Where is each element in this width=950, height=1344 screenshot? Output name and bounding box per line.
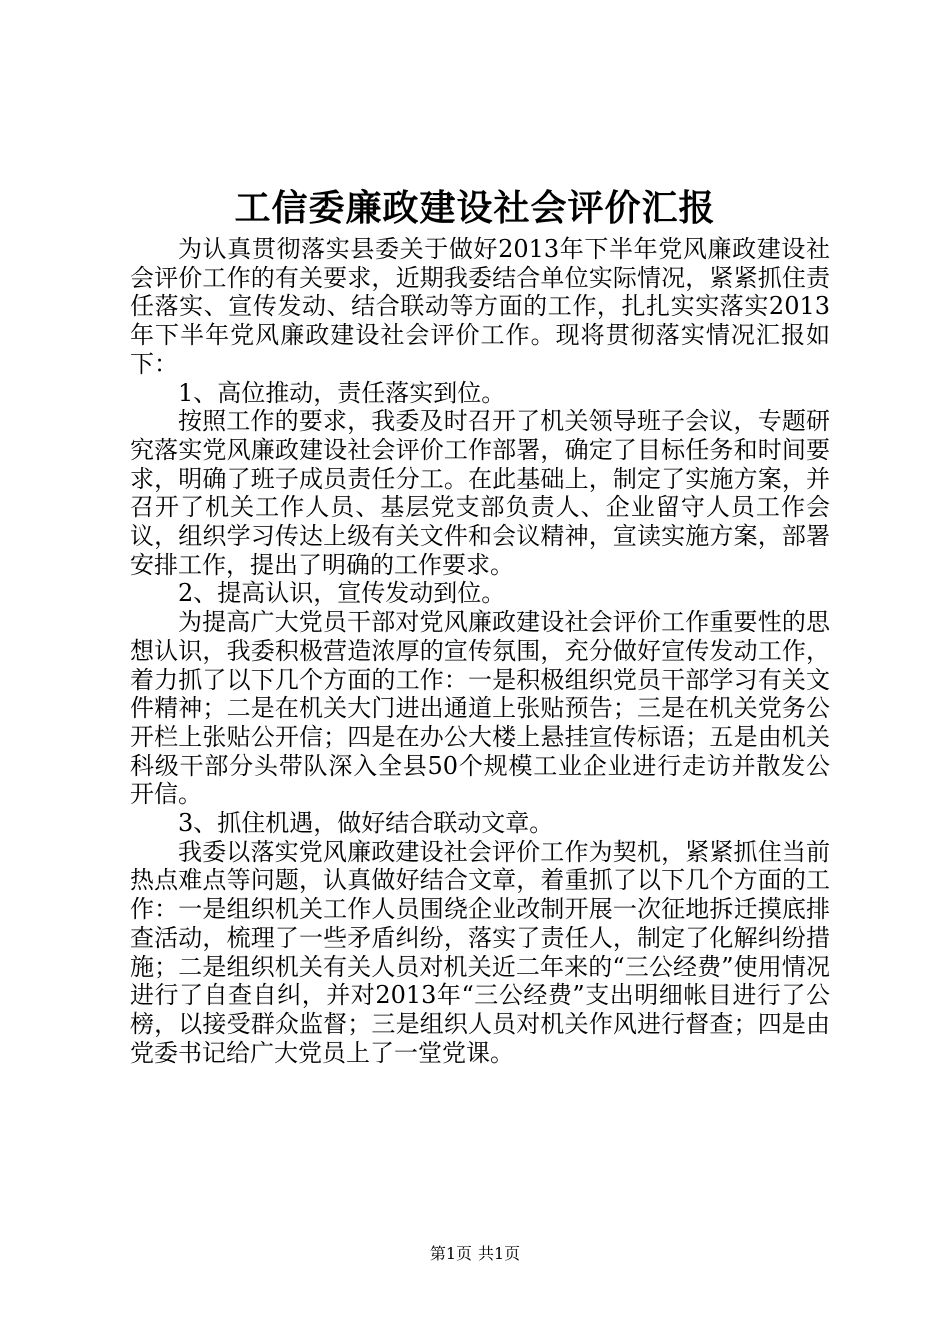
section-heading-2: 2、提高认识，宣传发动到位。	[178, 579, 506, 608]
document-body	[130, 235, 830, 1067]
page-number: 第1页	[429, 1244, 472, 1263]
section-paragraph-1: 按照工作的要求，我委及时召开了机关领导班子会议，专题研究落实党风廉政建设社会评价工作部署，确定了目标任务和时间要求，明确了班子成员责任分工。在此基础上，制定了实施方案，并召开了机关工作人员、基层党支部负责人、企业留守人员工作会议，组织学习传达上级有关文件和会议精神，宣读实施方案，部署安排工作，提出了明确的工作要求。	[130, 407, 830, 579]
section-paragraph-3: 我委以落实党风廉政建设社会评价工作为契机，紧紧抓住当前热点难点等问题，认真做好结合文章，着重抓了以下几个方面的工作：一是组织机关工作人员围绕企业改制开展一次征地拆迁摸底排查活动，梳理了一些矛盾纠纷，落实了责任人，制定了化解纠纷措施；二是组织机关有关人员对机关近二年来的“三公经费”使用情况进行了自查自纠，并对2013年“三公经费”支出明细帐目进行了公榜，以接受群众监督；三是组织人员对机关作风进行督查；四是由党委书记给广大党员上了一堂党课。	[130, 837, 830, 1067]
section-heading-3: 3、抓住机遇，做好结合联动文章。	[178, 809, 554, 838]
section-paragraph-2: 为提高广大党员干部对党风廉政建设社会评价工作重要性的思想认识，我委积极营造浓厚的宣传氛围，充分做好宣传发动工作，着力抓了以下几个方面的工作：一是积极组织党员干部学习有关文件精神；二是在机关大门进出通道上张贴预告；三是在机关党务公开栏上张贴公开信；四是在办公大楼上悬挂宣传标语；五是由机关科级干部分头带队深入全县50个规模工业企业进行走访并散发公开信。	[130, 608, 830, 809]
page-total: 共1页	[478, 1244, 521, 1263]
intro-paragraph: 为认真贯彻落实县委关于做好2013年下半年党风廉政建设社会评价工作的有关要求，近期我委结合单位实际情况，紧紧抓住责任落实、宣传发动、结合联动等方面的工作，扎扎实实落实2013年下半年党风廉政建设社会评价工作。现将贯彻落实情况汇报如下：	[130, 235, 830, 378]
page-footer	[0, 1244, 950, 1264]
section-heading-1: 1、高位推动，责任落实到位。	[178, 378, 506, 407]
document-title: 工信委廉政建设社会评价汇报	[234, 187, 716, 229]
